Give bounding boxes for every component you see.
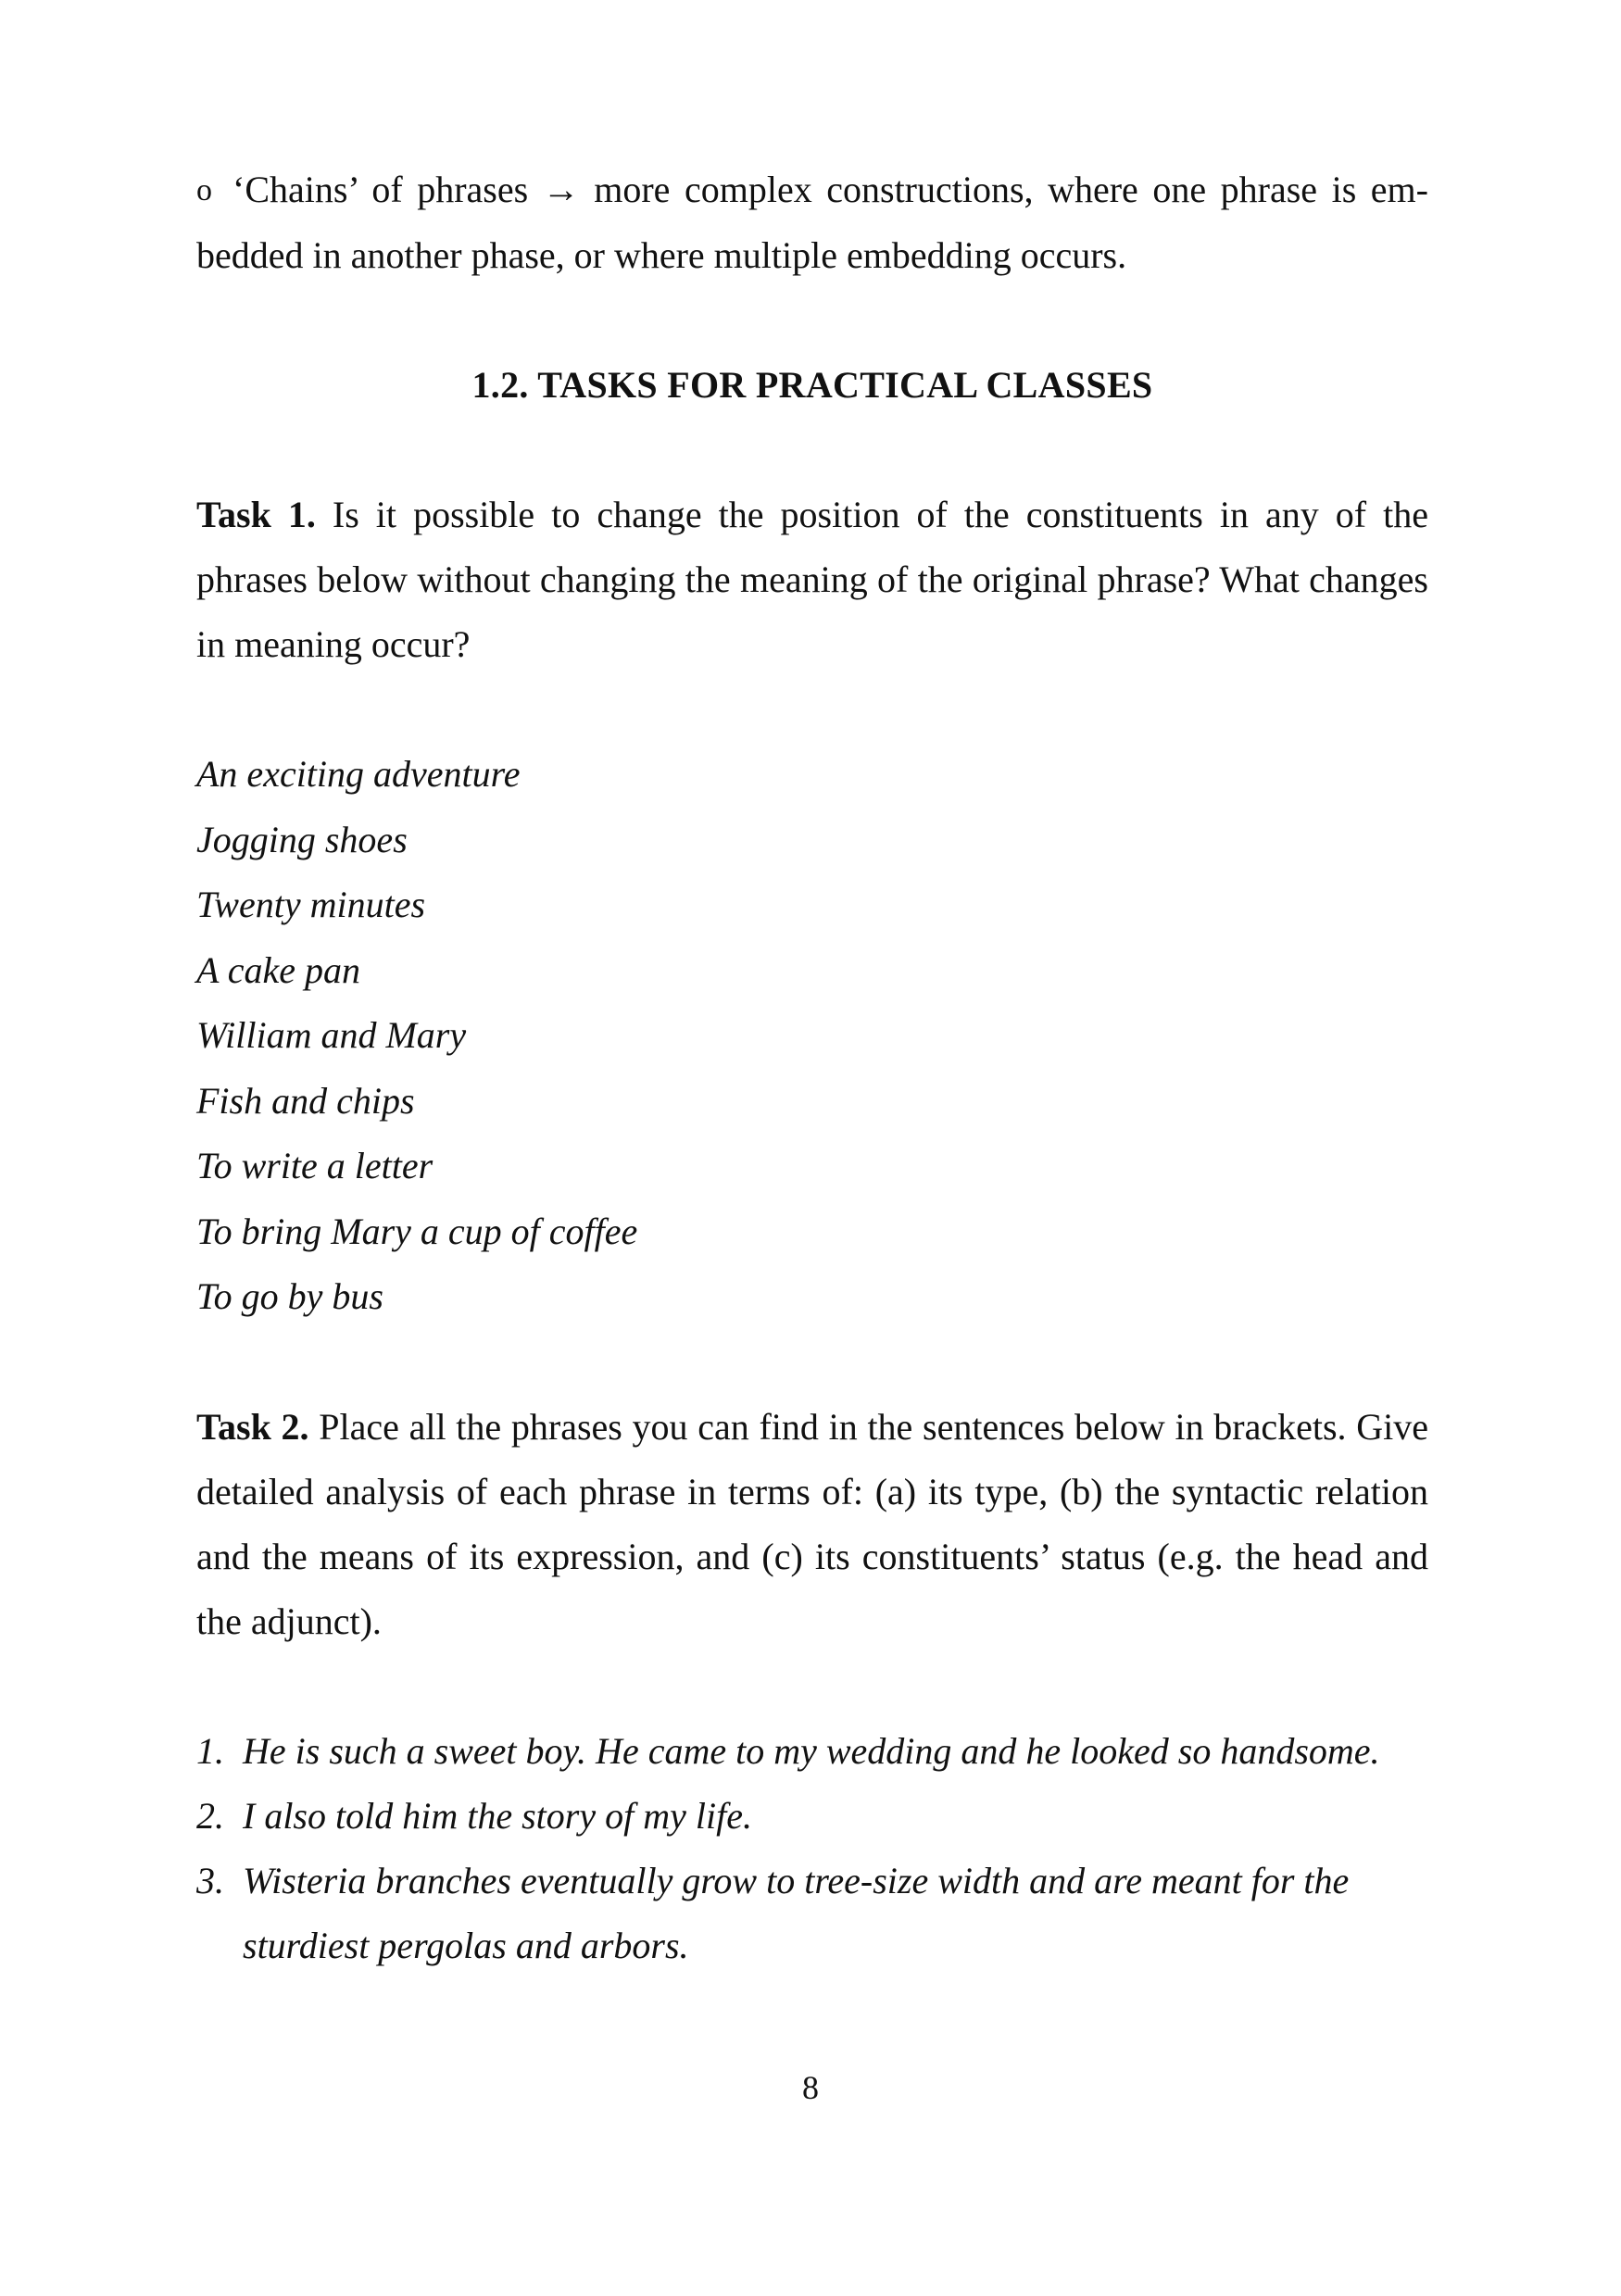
- sentence-text: I also told him the story of my life.: [243, 1794, 752, 1837]
- phrase-item: To bring Mary a cup of coffee: [196, 1210, 638, 1252]
- task-1-text: Is it possible to change the position of the constituents in any of the phrases below without changing the meaning of the original phrase? What changes in meaning occur?: [196, 494, 1428, 665]
- bullet-circle-icon: o: [196, 173, 212, 207]
- sentence-item: [196, 1719, 1428, 1784]
- sentence-number: 3.: [196, 1859, 224, 1901]
- sentence-item: [196, 1784, 1428, 1849]
- phrase-list: [196, 742, 1428, 1330]
- task-1-label: Task 1.: [196, 494, 316, 535]
- intro-bullet-paragraph: [196, 157, 1428, 288]
- sentence-number: 2.: [196, 1794, 224, 1837]
- sentence-item: [196, 1849, 1428, 1978]
- phrase-item: To write a letter: [196, 1145, 434, 1186]
- page-number: 8: [802, 2069, 819, 2106]
- document-page: [196, 157, 1428, 1978]
- section-heading: 1.2. TASKS FOR PRACTICAL CLASSES: [471, 364, 1153, 406]
- phrase-item: Fish and chips: [196, 1079, 415, 1122]
- sentence-number: 1.: [196, 1729, 224, 1772]
- task-2-text: Place all the phrases you can find in the sentences below in brackets. Give detailed analysis of each phrase in terms of: (a) its type, (b) the syntactic relation and the means of its expression, and (c) its constituents’ status (e.g. the head and the adjunct).: [196, 1405, 1429, 1642]
- sentence-text: He is such a sweet boy. He came to my wedding and he looked so handsome.: [243, 1729, 1380, 1772]
- intro-bullet-text: ‘Chains’ of phrases → more complex constructions, where one phrase is em-bedded in another phase, or where multiple embedding occurs.: [196, 169, 1428, 276]
- task-2-paragraph: [196, 1395, 1428, 1654]
- phrase-item: Jogging shoes: [196, 818, 408, 860]
- phrase-item: To go by bus: [196, 1275, 383, 1317]
- sentence-text: Wisteria branches eventually grow to tree-size width and are meant for the sturdiest pergolas and arbors.: [243, 1859, 1350, 1966]
- phrase-item: William and Mary: [196, 1014, 467, 1056]
- phrase-item: Twenty minutes: [196, 884, 426, 925]
- task-1-paragraph: [196, 483, 1428, 677]
- task-2-label: Task 2.: [196, 1405, 309, 1448]
- phrase-item: An exciting adventure: [196, 753, 521, 795]
- sentence-list: [196, 1719, 1428, 1978]
- phrase-item: A cake pan: [196, 948, 360, 991]
